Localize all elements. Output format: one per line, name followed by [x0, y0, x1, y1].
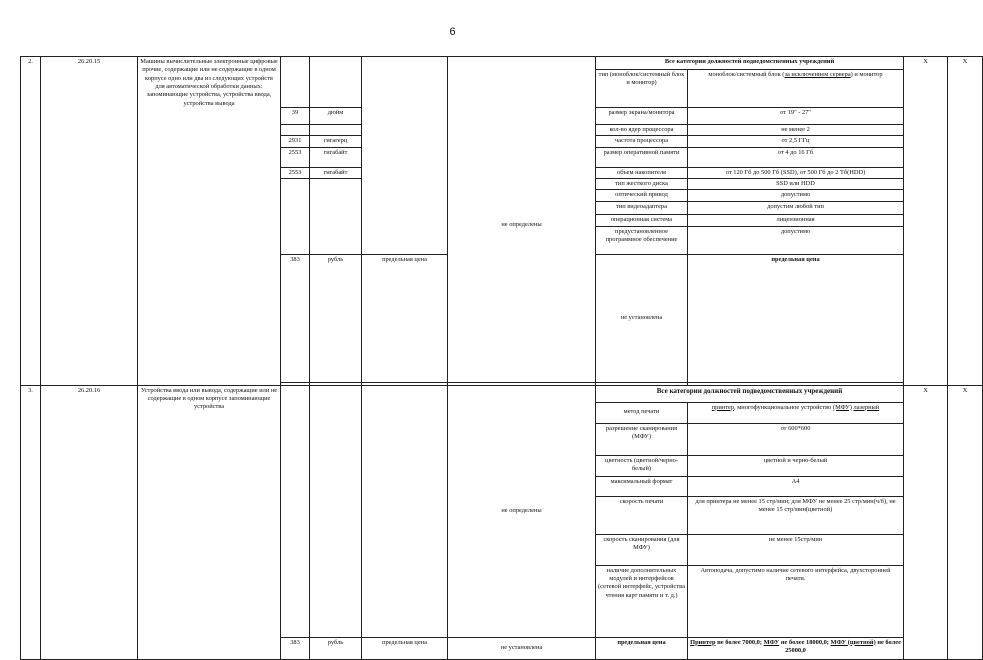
- value-underlined: за исключением сервера: [784, 71, 851, 78]
- spacer-cell: [362, 136, 448, 147]
- value-cell: от 4 до 16 Гб: [688, 147, 904, 167]
- section-2-x1: Х: [904, 57, 948, 386]
- price-okei: 383: [281, 254, 310, 382]
- value-cell: допустим любой тип: [688, 201, 904, 214]
- char-cell: частота процессора: [596, 136, 688, 147]
- okei-cell: [281, 70, 310, 108]
- section-3-name: Устройства ввода или вывода, содержащие или не содержащие в одном корпусе запоминающие устройства: [138, 385, 281, 659]
- char-cell: тип жесткого диска: [596, 178, 688, 189]
- section-2-code: 26.20.15: [41, 57, 138, 386]
- unit-cell: дюйм: [310, 108, 362, 125]
- value-cell: SSD или HDD: [688, 178, 904, 189]
- page-number: 6: [449, 26, 456, 38]
- price-okei: 383: [281, 637, 310, 659]
- section-2-not-defined: не определены: [448, 70, 596, 383]
- section-2-name: Машины вычислительные электронные цифровые прочие, содержащие или не содержащие в одном корпусе одно или два из следующих устройств для автоматической обработки данных: запоминающие устройства, устройства ввода, устройства вывода: [138, 57, 281, 386]
- section-3-category: Все категории должностей подведомственных учреждений: [596, 385, 904, 402]
- price-unit: рубль: [310, 637, 362, 659]
- okei-cell: 39: [281, 108, 310, 125]
- value-underlined: лазерный: [853, 403, 880, 411]
- char-cell: цветность (цветной/черно-белый): [596, 455, 688, 476]
- price-item-label: МФУ (цветной): [830, 638, 876, 646]
- value-cell: от 19" - 27": [688, 108, 904, 125]
- section-3-not-defined: не определены: [448, 385, 596, 637]
- price-value: [688, 637, 904, 659]
- section-2-number: 2.: [21, 57, 41, 386]
- char-cell: максимальный формат: [596, 476, 688, 496]
- spacer-cell: [362, 70, 448, 108]
- value-underlined: (МФУ): [832, 403, 852, 411]
- char-cell: размер экрана/монитора: [596, 108, 688, 125]
- value-cell: допустимо: [688, 190, 904, 201]
- value-cell: от 120 Гб до 500 Гб (SSD), от 500 Гб до 2 Тб(HDD): [688, 167, 904, 178]
- value-cell: цветной и черно-белый: [688, 455, 904, 476]
- value-cell: не менее 15стр/мин: [688, 534, 904, 565]
- value-cell: от 600*600: [688, 423, 904, 455]
- char-cell: кол-во ядер процессора: [596, 125, 688, 136]
- section-3-number: 3.: [21, 385, 41, 659]
- unit-cell: гигагерц: [310, 136, 362, 147]
- value-cell: моноблок/системный блок (за исключением сервера) и монитор: [688, 70, 904, 108]
- section-3-code: 26.20.16: [41, 385, 138, 659]
- okei-cell: 2931: [281, 136, 310, 147]
- char-cell: предустановленное программное обеспечение: [596, 226, 688, 254]
- unit-cell: гигабайт: [310, 147, 362, 167]
- spacer-cell: [362, 125, 448, 136]
- price-established: не установлена: [448, 637, 596, 659]
- price-char: предельная цена: [688, 254, 904, 382]
- okei-cell: [281, 125, 310, 136]
- price-item-label: МФУ: [763, 638, 780, 646]
- section-3-okei-empty: [281, 385, 310, 637]
- char-cell: тип видеоадаптера: [596, 201, 688, 214]
- price-item-value: не более 7000,0;: [715, 638, 764, 646]
- requirements-table: [20, 56, 983, 660]
- price-name: предельная цена: [362, 637, 448, 659]
- spacer-cell: [362, 167, 448, 178]
- price-char: предельная цена: [596, 637, 688, 659]
- value-cell: А4: [688, 476, 904, 496]
- price-established: не установлена: [596, 254, 688, 382]
- value-cell: от 2,5 ГГц: [688, 136, 904, 147]
- value-cell: принтер, многофункциональное устройство (МФУ) лазерный: [688, 402, 904, 423]
- section-3-unit-empty: [310, 385, 362, 637]
- spacer-cell: [362, 178, 448, 254]
- section-2-name-empty: [362, 57, 448, 70]
- section-2-unit-empty: [310, 57, 362, 70]
- char-cell: оптический привод: [596, 190, 688, 201]
- char-cell: тип (моноблок/системный блок и монитор): [596, 70, 688, 108]
- section-2-category: Все категории должностей подведомственных учреждений: [596, 57, 904, 70]
- spacer-cell: [362, 108, 448, 125]
- price-item-label: Принтер: [690, 638, 716, 646]
- section-3-x2: Х: [948, 385, 983, 659]
- spacer-cell: [362, 147, 448, 167]
- value-cell: для принтера не менее 15 стр/мин; для МФУ не менее 25 стр/мин(ч/б), не менее 15 стр/мин(цветной): [688, 496, 904, 534]
- char-cell: метод печати: [596, 402, 688, 423]
- unit-cell: [310, 70, 362, 108]
- value-cell: не менее 2: [688, 125, 904, 136]
- price-name: предельная цена: [362, 254, 448, 382]
- unit-cell: [310, 125, 362, 136]
- char-cell: операционная система: [596, 214, 688, 226]
- char-cell: скорость печати: [596, 496, 688, 534]
- value-cell: допустимо: [688, 226, 904, 254]
- price-unit: рубль: [310, 254, 362, 382]
- char-cell: скорость сканирования (для МФУ): [596, 534, 688, 565]
- section-2-okei-empty: [281, 57, 310, 70]
- section-2-x2: Х: [948, 57, 983, 386]
- char-cell: размер оперативной памяти: [596, 147, 688, 167]
- value-cell: лицензионная: [688, 214, 904, 226]
- okei-cell: [281, 178, 310, 254]
- unit-cell: гигабайт: [310, 167, 362, 178]
- section-3-x1: Х: [904, 385, 948, 659]
- okei-cell: 2553: [281, 147, 310, 167]
- unit-cell: [310, 178, 362, 254]
- section-2-header-row: [21, 57, 983, 70]
- section-2-est-empty: [448, 57, 596, 70]
- section-3-name-empty: [362, 385, 448, 637]
- price-item-value: не более 18000,0;: [779, 638, 831, 646]
- char-cell: объем накопителя: [596, 167, 688, 178]
- price-item-value: не более 25000,0: [785, 638, 901, 654]
- value-cell: Автоподача, допустимо наличие сетевого интерфейса, двухсторонней печати.: [688, 565, 904, 637]
- section-3-header-row: [21, 385, 983, 402]
- char-cell: наличие дополнительных модулей и интерфейсов (сетевой интерфейс, устройства чтения карт памяти и т. д.): [596, 565, 688, 637]
- char-cell: разрешение сканирования (МФУ): [596, 423, 688, 455]
- okei-cell: 2553: [281, 167, 310, 178]
- value-underlined: принтер: [711, 403, 735, 411]
